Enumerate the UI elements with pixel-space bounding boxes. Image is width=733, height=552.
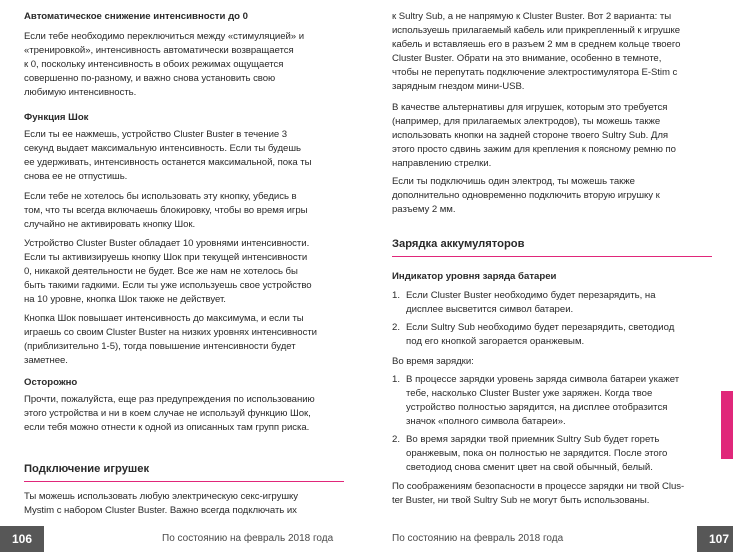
- label-during-charging: Во время зарядки:: [392, 356, 474, 367]
- para-shock-lock: [24, 190, 344, 232]
- text-line: использовать кнопки на задней стороне твоего Sultry Sub. Для: [392, 130, 669, 141]
- section-rule: [24, 481, 344, 482]
- text-line: кабель и вставляешь его в разъем 2 мм в среднем кольце твоего: [392, 39, 681, 50]
- text-line: (например, для прилагаемых электродов), ты можешь также: [392, 116, 661, 127]
- heading-battery-indicator: Индикатор уровня заряда батареи: [392, 271, 557, 282]
- list-item-line: В процессе зарядки уровень заряда символа батареи укажет: [406, 374, 680, 385]
- para-caution: [24, 393, 344, 435]
- text-line: 0, никакой деятельности не будет. Все же нам не хотелось бы: [24, 266, 298, 277]
- heading-auto-reduction: Автоматическое снижение интенсивности до 0: [24, 11, 249, 22]
- para-one-electrode: [392, 175, 714, 217]
- list-item-number: 1.: [392, 374, 401, 385]
- text-line: секунд выдает максимальную интенсивность. Если ты будешь: [24, 143, 301, 154]
- list-item: [392, 373, 714, 429]
- text-line: Если ты подключишь один электрод, ты можешь также: [392, 176, 635, 187]
- footer-date-left: По состоянию на февраль 2018 года: [162, 533, 334, 544]
- list-item: [392, 433, 714, 475]
- text-line: направлению стрелки.: [392, 158, 492, 169]
- page-number-right: 107: [697, 526, 733, 552]
- language-tab-label: RU: [712, 419, 722, 432]
- list-item-number: 1.: [392, 290, 401, 301]
- text-line: быть такими гадкими. Если ты уже используешь свое устройство: [24, 280, 312, 291]
- text-line: играешь со своим Cluster Buster на низких уровнях интенсивности: [24, 327, 317, 338]
- text-line: используешь прилагаемый кабель или прикрепленный к игрушке: [392, 25, 681, 36]
- text-line: В качестве альтернативы для игрушек, которым это требуется: [392, 102, 668, 113]
- para-connecting-toys: [24, 490, 344, 518]
- list-item-number: 2.: [392, 434, 401, 445]
- text-line: ее удерживать, интенсивность останется максимальной, пока ты: [24, 157, 312, 168]
- para-auto-reduction: [24, 30, 344, 100]
- text-line: Прочти, пожалуйста, еще раз предупреждения по использованию: [24, 394, 315, 405]
- text-line: чтобы не перепутать подключение электростимулятора E-Stim с: [392, 67, 678, 78]
- text-line: к 0, поскольку интенсивность в обоих режимах ощущается: [24, 59, 284, 70]
- list-item-line: Если Sultry Sub необходимо будет перезарядить, светодиод: [406, 322, 675, 333]
- text-line: ter Buster, ни твой Sultry Sub не могут быть использованы.: [392, 495, 650, 506]
- text-line: этого просто сдвинь зажим для крепления к поясному ремню по: [392, 144, 676, 155]
- heading-caution: Осторожно: [24, 377, 78, 388]
- section-title-connecting-toys: Подключение игрушек: [24, 463, 150, 475]
- text-line: Устройство Cluster Buster обладает 10 уровнями интенсивности.: [24, 238, 310, 249]
- list-item: [392, 321, 714, 349]
- page-number-left: 106: [0, 526, 44, 552]
- text-line: (приблизительно 1-5), тогда повышение интенсивности будет: [24, 341, 296, 352]
- para-shock-press: [24, 128, 344, 184]
- text-line: любимую интенсивность.: [24, 87, 137, 98]
- list-item-line: Если Cluster Buster необходимо будет перезарядить, на: [406, 290, 656, 301]
- list-battery-indicator: [392, 289, 714, 353]
- text-line: Кнопка Шок повышает интенсивность до максимума, и если ты: [24, 313, 304, 324]
- text-line: к Sultry Sub, а не напрямую к Cluster Buster. Вот 2 варианта: ты: [392, 11, 672, 22]
- para-shock-max: [24, 312, 344, 368]
- list-item-line: дисплее высветится символ батареи.: [406, 304, 574, 315]
- text-line: снова ее не отпустишь.: [24, 171, 128, 182]
- list-item-line: значок «полного символа батареи».: [406, 416, 566, 427]
- text-line: зарядным гнездом мини-USB.: [392, 81, 525, 92]
- list-item: [392, 289, 714, 317]
- text-line: Ты можешь использовать любую электрическую секс-игрушку: [24, 491, 299, 502]
- text-line: Если ты ее нажмешь, устройство Cluster Buster в течение 3: [24, 129, 288, 140]
- list-item-line: устройство полностью зарядится, на дисплее отобразится: [406, 402, 668, 413]
- text-line: случайно не активировать кнопку Шок.: [24, 219, 196, 230]
- list-item-line: под его кнопкой загорается оранжевым.: [406, 336, 585, 347]
- text-line: Cluster Buster. Обрати на это внимание, особенно в темноте,: [392, 53, 662, 64]
- text-line: дополнительно одновременно подключить вторую игрушку к: [392, 190, 660, 201]
- para-shock-levels: [24, 237, 344, 307]
- list-item-line: тебе, насколько Cluster Buster уже заряжен. Когда твое: [406, 388, 653, 399]
- para-safety-charging: [392, 480, 714, 508]
- section-title-battery-charging: Зарядка аккумуляторов: [392, 238, 525, 250]
- section-rule: [392, 256, 712, 257]
- text-line: «тренировкой», интенсивность автоматически возвращается: [24, 45, 294, 56]
- para-alternative-buttons: [392, 101, 714, 171]
- list-item-number: 2.: [392, 322, 401, 333]
- text-line: Если ты активизируешь кнопку Шок при текущей интенсивности: [24, 252, 308, 263]
- language-tab: [712, 391, 733, 459]
- text-line: совершенно по-разному, и важно снова установить свою: [24, 73, 276, 84]
- text-line: этого устройства и ни в коем случае не используй функцию Шок,: [24, 408, 311, 419]
- footer-date-right: По состоянию на февраль 2018 года: [392, 533, 564, 544]
- text-line: Если тебе не хотелось бы использовать эту кнопку, убедись в: [24, 191, 297, 202]
- text-line: Mystim с набором Cluster Buster. Важно всегда подключать их: [24, 505, 297, 516]
- text-line: По соображениям безопасности в процессе зарядки ни твой Clus-: [392, 481, 685, 492]
- text-line: том, что ты всегда включаешь блокировку, чтобы во время игры: [24, 205, 308, 216]
- heading-shock-function: Функция Шок: [24, 112, 89, 123]
- text-line: заметнее.: [24, 355, 68, 366]
- list-item-line: оранжевым, пока он полностью не зарядится. После этого: [406, 448, 668, 459]
- para-connecting-continued: [392, 10, 714, 94]
- list-item-line: Во время зарядки твой приемник Sultry Sub будет гореть: [406, 434, 660, 445]
- text-line: на 10 уровне, кнопка Шок также не действует.: [24, 294, 226, 305]
- text-line: если тебя можно отнести к одной из описанных там групп риска.: [24, 422, 310, 433]
- list-item-line: светодиод снова сменит цвет на свой обычный, белый.: [406, 462, 653, 473]
- text-line: Если тебе необходимо переключиться между «стимуляцией» и: [24, 31, 304, 42]
- list-during-charging: [392, 373, 714, 479]
- text-line: разъему 2 мм.: [392, 204, 456, 215]
